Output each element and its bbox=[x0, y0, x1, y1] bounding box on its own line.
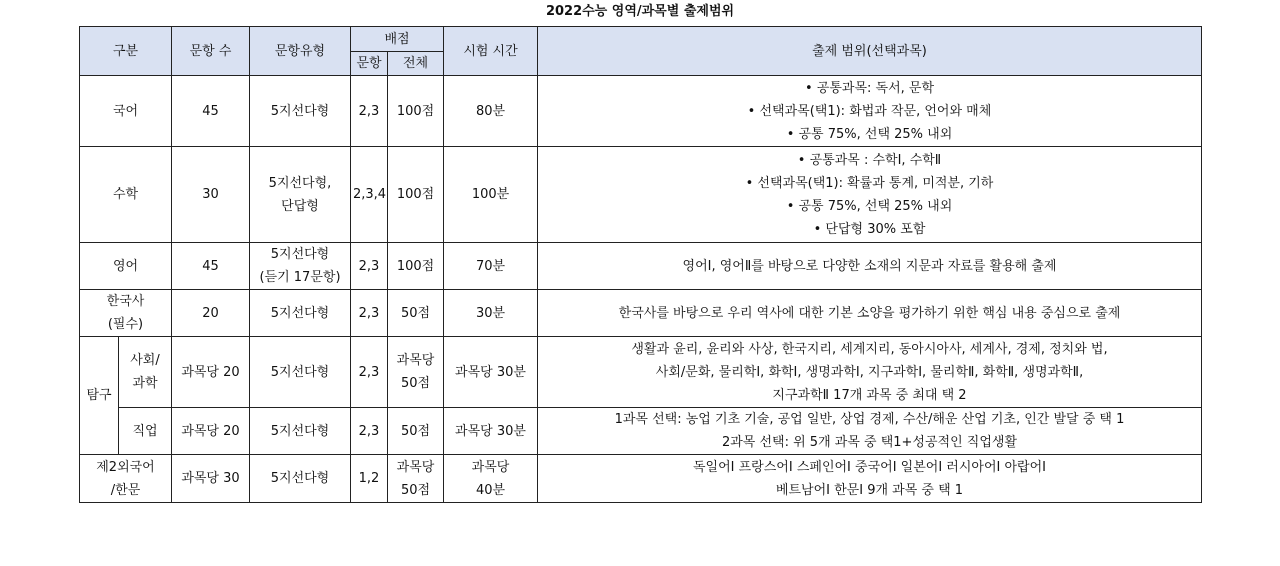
range-line: 2과목 선택: 위 5개 과목 중 택1+성공적인 직업생활 bbox=[721, 435, 1018, 450]
num-questions: 과목당 20 bbox=[172, 408, 250, 455]
range-line: 사회/문화, 물리학Ⅰ, 화학Ⅰ, 생명과학Ⅰ, 지구과학Ⅰ, 물리학Ⅱ, 화학Ⅱ, 생명과학Ⅱ, bbox=[655, 364, 1084, 380]
exam-time: 80분 bbox=[444, 76, 538, 147]
range-line: • 공통과목 : 수학Ⅰ, 수학Ⅱ bbox=[797, 152, 942, 168]
range-line: 1과목 선택: 농업 기초 기술, 공업 일반, 상업 경제, 수산/해운 산업 기초, 인간 발달 중 택 1 bbox=[614, 412, 1125, 427]
exam-range bbox=[538, 76, 1202, 147]
exam-time bbox=[444, 455, 538, 503]
table-row-inquiry-social bbox=[80, 337, 1202, 408]
type-line: (듣기 17문항) bbox=[259, 270, 341, 285]
total-line: 과목당 bbox=[396, 459, 435, 475]
name-line: 제2외국어 bbox=[96, 459, 155, 475]
type-line: 5지선다형, bbox=[268, 175, 332, 191]
exam-range: 영어Ⅰ, 영어Ⅱ를 바탕으로 다양한 소재의 지문과 자료를 활용해 출제 bbox=[538, 243, 1202, 290]
exam-range bbox=[538, 147, 1202, 243]
table-row-math bbox=[80, 147, 1202, 243]
header-num-questions: 문항 수 bbox=[172, 27, 250, 76]
num-questions: 30 bbox=[172, 147, 250, 243]
subject-name: 국어 bbox=[80, 76, 172, 147]
inquiry-group-name: 탐구 bbox=[80, 337, 119, 455]
range-line: • 공통 75%, 선택 25% 내외 bbox=[786, 198, 953, 214]
score-per-question: 2,3 bbox=[351, 290, 388, 337]
range-line: • 단답형 30% 포함 bbox=[813, 221, 926, 237]
range-line: • 선택과목(택1): 화법과 작문, 언어와 매체 bbox=[747, 103, 992, 119]
question-type: 5지선다형 bbox=[250, 76, 351, 147]
name-line: 한국사 bbox=[106, 294, 145, 309]
exam-time: 과목당 30분 bbox=[444, 408, 538, 455]
score-total: 50점 bbox=[388, 290, 444, 337]
header-time: 시험 시간 bbox=[444, 27, 538, 76]
header-category: 구분 bbox=[80, 27, 172, 76]
type-line: 단답형 bbox=[281, 198, 319, 214]
table-row-english bbox=[80, 243, 1202, 290]
subject-name: 직업 bbox=[119, 408, 172, 455]
name-line: 사회/ bbox=[130, 353, 160, 368]
total-line: 50점 bbox=[400, 482, 431, 498]
subject-name: 영어 bbox=[80, 243, 172, 290]
question-type: 5지선다형 bbox=[250, 408, 351, 455]
total-line: 50점 bbox=[400, 376, 431, 391]
exam-time: 30분 bbox=[444, 290, 538, 337]
subject-name bbox=[80, 290, 172, 337]
header-score-total: 전체 bbox=[388, 52, 444, 76]
header-row bbox=[80, 27, 1202, 52]
range-line: • 공통 75%, 선택 25% 내외 bbox=[786, 126, 953, 142]
table-row-foreign-language bbox=[80, 455, 1202, 503]
total-line: 과목당 bbox=[396, 353, 435, 368]
score-per-question: 2,3 bbox=[351, 337, 388, 408]
exam-time: 과목당 30분 bbox=[444, 337, 538, 408]
question-type: 5지선다형 bbox=[250, 290, 351, 337]
range-line: 지구과학Ⅱ 17개 과목 중 최대 택 2 bbox=[772, 387, 967, 403]
header-range: 출제 범위(선택과목) bbox=[538, 27, 1202, 76]
score-total: 100점 bbox=[388, 147, 444, 243]
name-line: 과학 bbox=[132, 376, 158, 391]
exam-range bbox=[538, 337, 1202, 408]
time-line: 과목당 bbox=[471, 459, 510, 475]
subject-name bbox=[119, 337, 172, 408]
table-row-inquiry-vocational bbox=[80, 408, 1202, 455]
score-total: 100점 bbox=[388, 76, 444, 147]
exam-time: 70분 bbox=[444, 243, 538, 290]
score-total bbox=[388, 337, 444, 408]
num-questions: 과목당 30 bbox=[172, 455, 250, 503]
time-line: 40분 bbox=[475, 482, 506, 498]
score-total: 100점 bbox=[388, 243, 444, 290]
exam-range bbox=[538, 455, 1202, 503]
score-per-question: 2,3,4 bbox=[351, 147, 388, 243]
range-line: • 선택과목(택1): 확률과 통계, 미적분, 기하 bbox=[745, 175, 994, 191]
score-per-question: 2,3 bbox=[351, 76, 388, 147]
score-total: 50점 bbox=[388, 408, 444, 455]
score-per-question: 2,3 bbox=[351, 243, 388, 290]
name-line: (필수) bbox=[107, 317, 144, 332]
name-line: /한문 bbox=[110, 482, 141, 498]
table-row-korean bbox=[80, 76, 1202, 147]
num-questions: 45 bbox=[172, 76, 250, 147]
question-type: 5지선다형 bbox=[250, 337, 351, 408]
header-score: 배점 bbox=[351, 27, 444, 52]
range-line: 독일어Ⅰ 프랑스어Ⅰ 스페인어Ⅰ 중국어Ⅰ 일본어Ⅰ 러시아어Ⅰ 아랍어Ⅰ bbox=[692, 459, 1047, 475]
subject-name: 수학 bbox=[80, 147, 172, 243]
type-line: 5지선다형 bbox=[270, 247, 330, 262]
page-title: 2022수능 영역/과목별 출제범위 bbox=[545, 4, 735, 19]
header-question-type: 문항유형 bbox=[250, 27, 351, 76]
score-per-question: 2,3 bbox=[351, 408, 388, 455]
subject-name bbox=[80, 455, 172, 503]
header-score-per-question: 문항 bbox=[351, 52, 388, 76]
exam-scope-table bbox=[79, 26, 1202, 503]
exam-time: 100분 bbox=[444, 147, 538, 243]
table-row-history bbox=[80, 290, 1202, 337]
question-type bbox=[250, 243, 351, 290]
range-line: • 공통과목: 독서, 문학 bbox=[804, 80, 935, 96]
num-questions: 45 bbox=[172, 243, 250, 290]
question-type: 5지선다형 bbox=[250, 455, 351, 503]
score-total bbox=[388, 455, 444, 503]
num-questions: 20 bbox=[172, 290, 250, 337]
range-line: 베트남어Ⅰ 한문Ⅰ 9개 과목 중 택 1 bbox=[775, 482, 964, 498]
num-questions: 과목당 20 bbox=[172, 337, 250, 408]
range-line: 생활과 윤리, 윤리와 사상, 한국지리, 세계지리, 동아시아사, 세계사, 경제, 정치와 법, bbox=[631, 341, 1108, 357]
exam-range: 한국사를 바탕으로 우리 역사에 대한 기본 소양을 평가하기 위한 핵심 내용 중심으로 출제 bbox=[538, 290, 1202, 337]
question-type bbox=[250, 147, 351, 243]
score-per-question: 1,2 bbox=[351, 455, 388, 503]
exam-range bbox=[538, 408, 1202, 455]
